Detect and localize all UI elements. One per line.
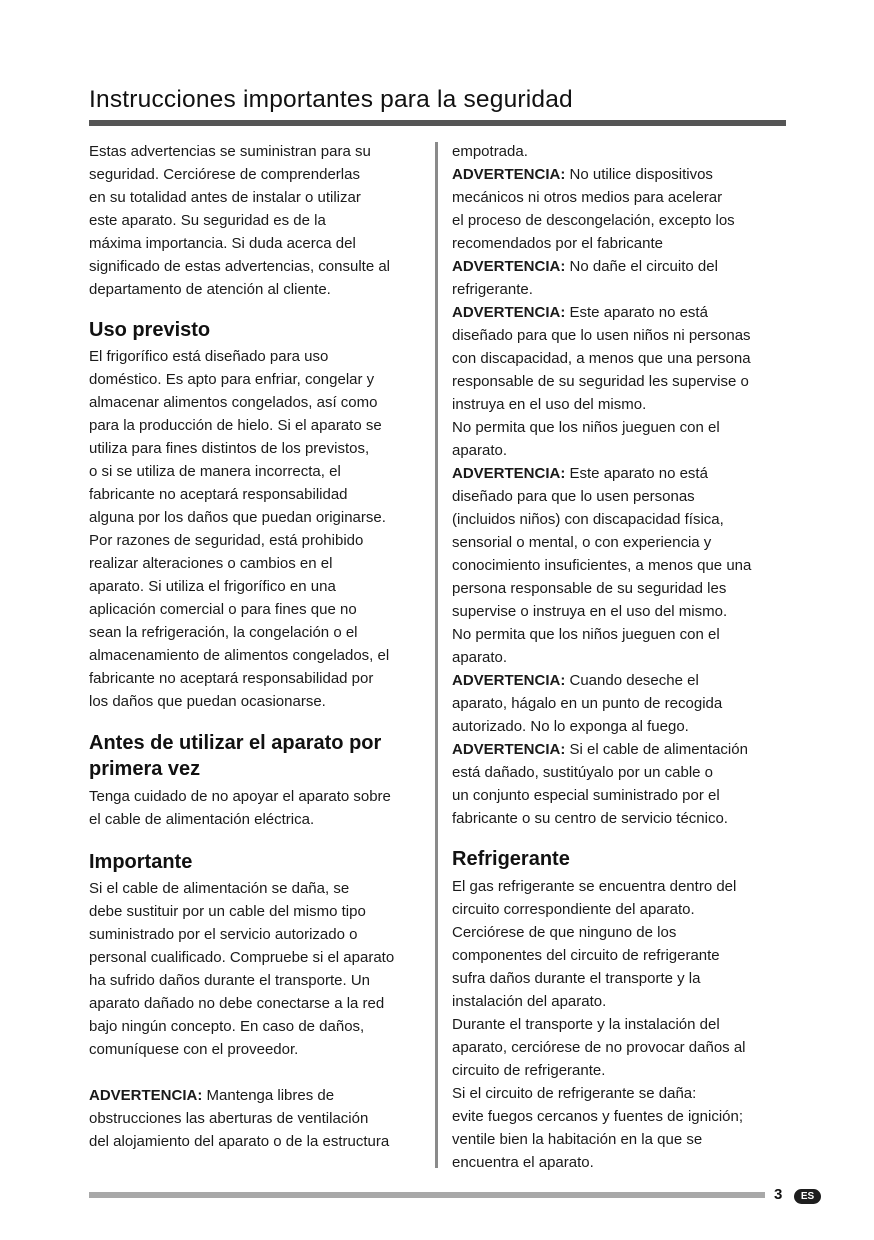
intro-line: máxima importancia. Si duda acerca del xyxy=(89,235,356,252)
body-line: encuentra el aparato. xyxy=(452,1154,594,1171)
body-line: Tenga cuidado de no apoyar el aparato sobre xyxy=(89,788,391,805)
body-line: aparato, cerciórese de no provocar daños al xyxy=(452,1039,746,1056)
body-line: para la producción de hielo. Si el aparato se xyxy=(89,417,382,434)
body-line: o si se utiliza de manera incorrecta, el xyxy=(89,463,341,480)
body-line: aparato. Si utiliza el frigorífico en una xyxy=(89,578,336,595)
body-line: está dañado, sustitúyalo por un cable o xyxy=(452,764,714,781)
intro-line: seguridad. Cerciórese de comprenderlas xyxy=(89,166,360,183)
intro-line: departamento de atención al cliente. xyxy=(89,281,331,298)
body-line: realizar alteraciones o cambios en el xyxy=(89,555,333,572)
body-line: fabricante o su centro de servicio técnico. xyxy=(452,810,728,827)
body-line: con discapacidad, a menos que una persona xyxy=(452,350,751,367)
body-line: No permita que los niños jueguen con el xyxy=(452,626,720,643)
section-heading-uso-previsto: Uso previsto xyxy=(89,319,211,341)
uso-previsto-section xyxy=(89,345,429,713)
warning-label: ADVERTENCIA: xyxy=(452,166,566,183)
refrigerante-section xyxy=(452,875,788,1174)
heading-line: primera vez xyxy=(89,758,201,780)
warning-line xyxy=(452,255,788,278)
body-line: El frigorífico está diseñado para uso xyxy=(89,348,329,365)
body-line: autorizado. No lo exponga al fuego. xyxy=(452,718,689,735)
body-line: conocimiento insuficientes, a menos que una xyxy=(452,557,752,574)
body-line: aparato. xyxy=(452,649,508,666)
body-line: ha sufrido daños durante el transporte. Un xyxy=(89,972,371,989)
warning-text: Este aparato no está xyxy=(565,465,708,482)
intro-line: significado de estas advertencias, consulte al xyxy=(89,258,391,275)
body-line: Durante el transporte y la instalación del xyxy=(452,1016,720,1033)
body-line: instruya en el uso del mismo. xyxy=(452,396,647,413)
body-line: suministrado por el servicio autorizado o xyxy=(89,926,358,943)
intro-section xyxy=(89,140,429,301)
body-line: persona responsable de su seguridad les xyxy=(452,580,727,597)
body-line: un conjunto especial suministrado por el xyxy=(452,787,720,804)
body-line: personal cualificado. Compruebe si el aparato xyxy=(89,949,395,966)
body-line: aparato. xyxy=(452,442,508,459)
body-line: los daños que puedan ocasionarse. xyxy=(89,693,326,710)
body-line: diseñado para que lo usen niños ni personas xyxy=(452,327,751,344)
page-number: 3 xyxy=(774,1186,783,1203)
title-rule xyxy=(89,120,786,126)
warning-line xyxy=(452,301,788,324)
body-line: del alojamiento del aparato o de la estructura xyxy=(89,1133,390,1150)
body-line: Por razones de seguridad, está prohibido xyxy=(89,532,364,549)
body-line: sensorial o mental, o con experiencia y xyxy=(452,534,712,551)
body-line: componentes del circuito de refrigerante xyxy=(452,947,720,964)
body-line: debe sustituir por un cable del mismo tipo xyxy=(89,903,366,920)
warning-label: ADVERTENCIA: xyxy=(89,1087,203,1104)
warning-text: Si el cable de alimentación xyxy=(565,741,748,758)
intro-line: este aparato. Su seguridad es de la xyxy=(89,212,326,229)
warning-label: ADVERTENCIA: xyxy=(452,465,566,482)
body-line: responsable de su seguridad les supervise o xyxy=(452,373,749,390)
body-line: No permita que los niños jueguen con el xyxy=(452,419,720,436)
body-line: Cerciórese de que ninguno de los xyxy=(452,924,677,941)
body-line: comuníquese con el proveedor. xyxy=(89,1041,299,1058)
right-column xyxy=(452,140,788,1174)
body-line: sean la refrigeración, la congelación o el xyxy=(89,624,358,641)
body-line: ventile bien la habitación en la que se xyxy=(452,1131,703,1148)
body-line: mecánicos ni otros medios para acelerar xyxy=(452,189,723,206)
warning-line xyxy=(452,669,788,692)
body-line: alguna por los daños que puedan originarse. xyxy=(89,509,386,526)
body-line: aplicación comercial o para fines que no xyxy=(89,601,357,618)
body-line: Si el circuito de refrigerante se daña: xyxy=(452,1085,697,1102)
body-line: refrigerante. xyxy=(452,281,533,298)
warning-line xyxy=(452,163,788,186)
body-line: el proceso de descongelación, excepto los xyxy=(452,212,735,229)
body-line: (incluidos niños) con discapacidad física, xyxy=(452,511,724,528)
warning-line xyxy=(89,1084,429,1107)
body-line: recomendados por el fabricante xyxy=(452,235,663,252)
body-line: bajo ningún concepto. En caso de daños, xyxy=(89,1018,365,1035)
body-line: doméstico. Es apto para enfriar, congelar y xyxy=(89,371,375,388)
importante-section xyxy=(89,877,429,1153)
left-column xyxy=(89,140,429,1153)
body-line: almacenar alimentos congelados, así como xyxy=(89,394,378,411)
body-line: circuito de refrigerante. xyxy=(452,1062,606,1079)
language-badge: ES xyxy=(794,1189,821,1204)
body-line: el cable de alimentación eléctrica. xyxy=(89,811,315,828)
section-heading-importante: Importante xyxy=(89,851,193,873)
body-line: circuito correspondiente del aparato. xyxy=(452,901,695,918)
paragraph-gap xyxy=(89,1061,429,1084)
body-line: obstrucciones las aberturas de ventilación xyxy=(89,1110,369,1127)
body-line: aparato dañado no debe conectarse a la red xyxy=(89,995,385,1012)
warning-text: Cuando deseche el xyxy=(565,672,699,689)
body-line: instalación del aparato. xyxy=(452,993,607,1010)
warning-line xyxy=(452,738,788,761)
intro-line: en su totalidad antes de instalar o utilizar xyxy=(89,189,361,206)
body-line: sufra daños durante el transporte y la xyxy=(452,970,701,987)
warning-text: No dañe el circuito del xyxy=(565,258,718,275)
body-line: Si el cable de alimentación se daña, se xyxy=(89,880,350,897)
body-line: aparato, hágalo en un punto de recogida xyxy=(452,695,723,712)
body-line: El gas refrigerante se encuentra dentro del xyxy=(452,878,737,895)
body-line: diseñado para que lo usen personas xyxy=(452,488,695,505)
warning-label: ADVERTENCIA: xyxy=(452,741,566,758)
body-line: fabricante no aceptará responsabilidad por xyxy=(89,670,374,687)
body-line: evite fuegos cercanos y fuentes de ignición; xyxy=(452,1108,744,1125)
body-line: fabricante no aceptará responsabilidad xyxy=(89,486,348,503)
warning-text: Mantenga libres de xyxy=(202,1087,335,1104)
warning-label: ADVERTENCIA: xyxy=(452,304,566,321)
section-heading-refrigerante: Refrigerante xyxy=(452,848,570,870)
page-title: Instrucciones importantes para la seguridad xyxy=(89,86,573,113)
intro-line: Estas advertencias se suministran para su xyxy=(89,143,371,160)
body-line: supervise o instruya en el uso del mismo. xyxy=(452,603,728,620)
body-line: empotrada. xyxy=(452,143,528,160)
section-heading-antes-de-utilizar xyxy=(89,730,429,782)
warning-line xyxy=(452,462,788,485)
warning-text: No utilice dispositivos xyxy=(565,166,713,183)
warning-text: Este aparato no está xyxy=(565,304,708,321)
antes-section xyxy=(89,785,429,831)
column-divider xyxy=(435,142,438,1168)
footer-rule xyxy=(89,1192,765,1198)
warning-label: ADVERTENCIA: xyxy=(452,672,566,689)
heading-line: Antes de utilizar el aparato por xyxy=(89,732,382,754)
body-line: almacenamiento de alimentos congelados, el xyxy=(89,647,390,664)
warning-label: ADVERTENCIA: xyxy=(452,258,566,275)
body-line: utiliza para fines distintos de los previstos, xyxy=(89,440,370,457)
